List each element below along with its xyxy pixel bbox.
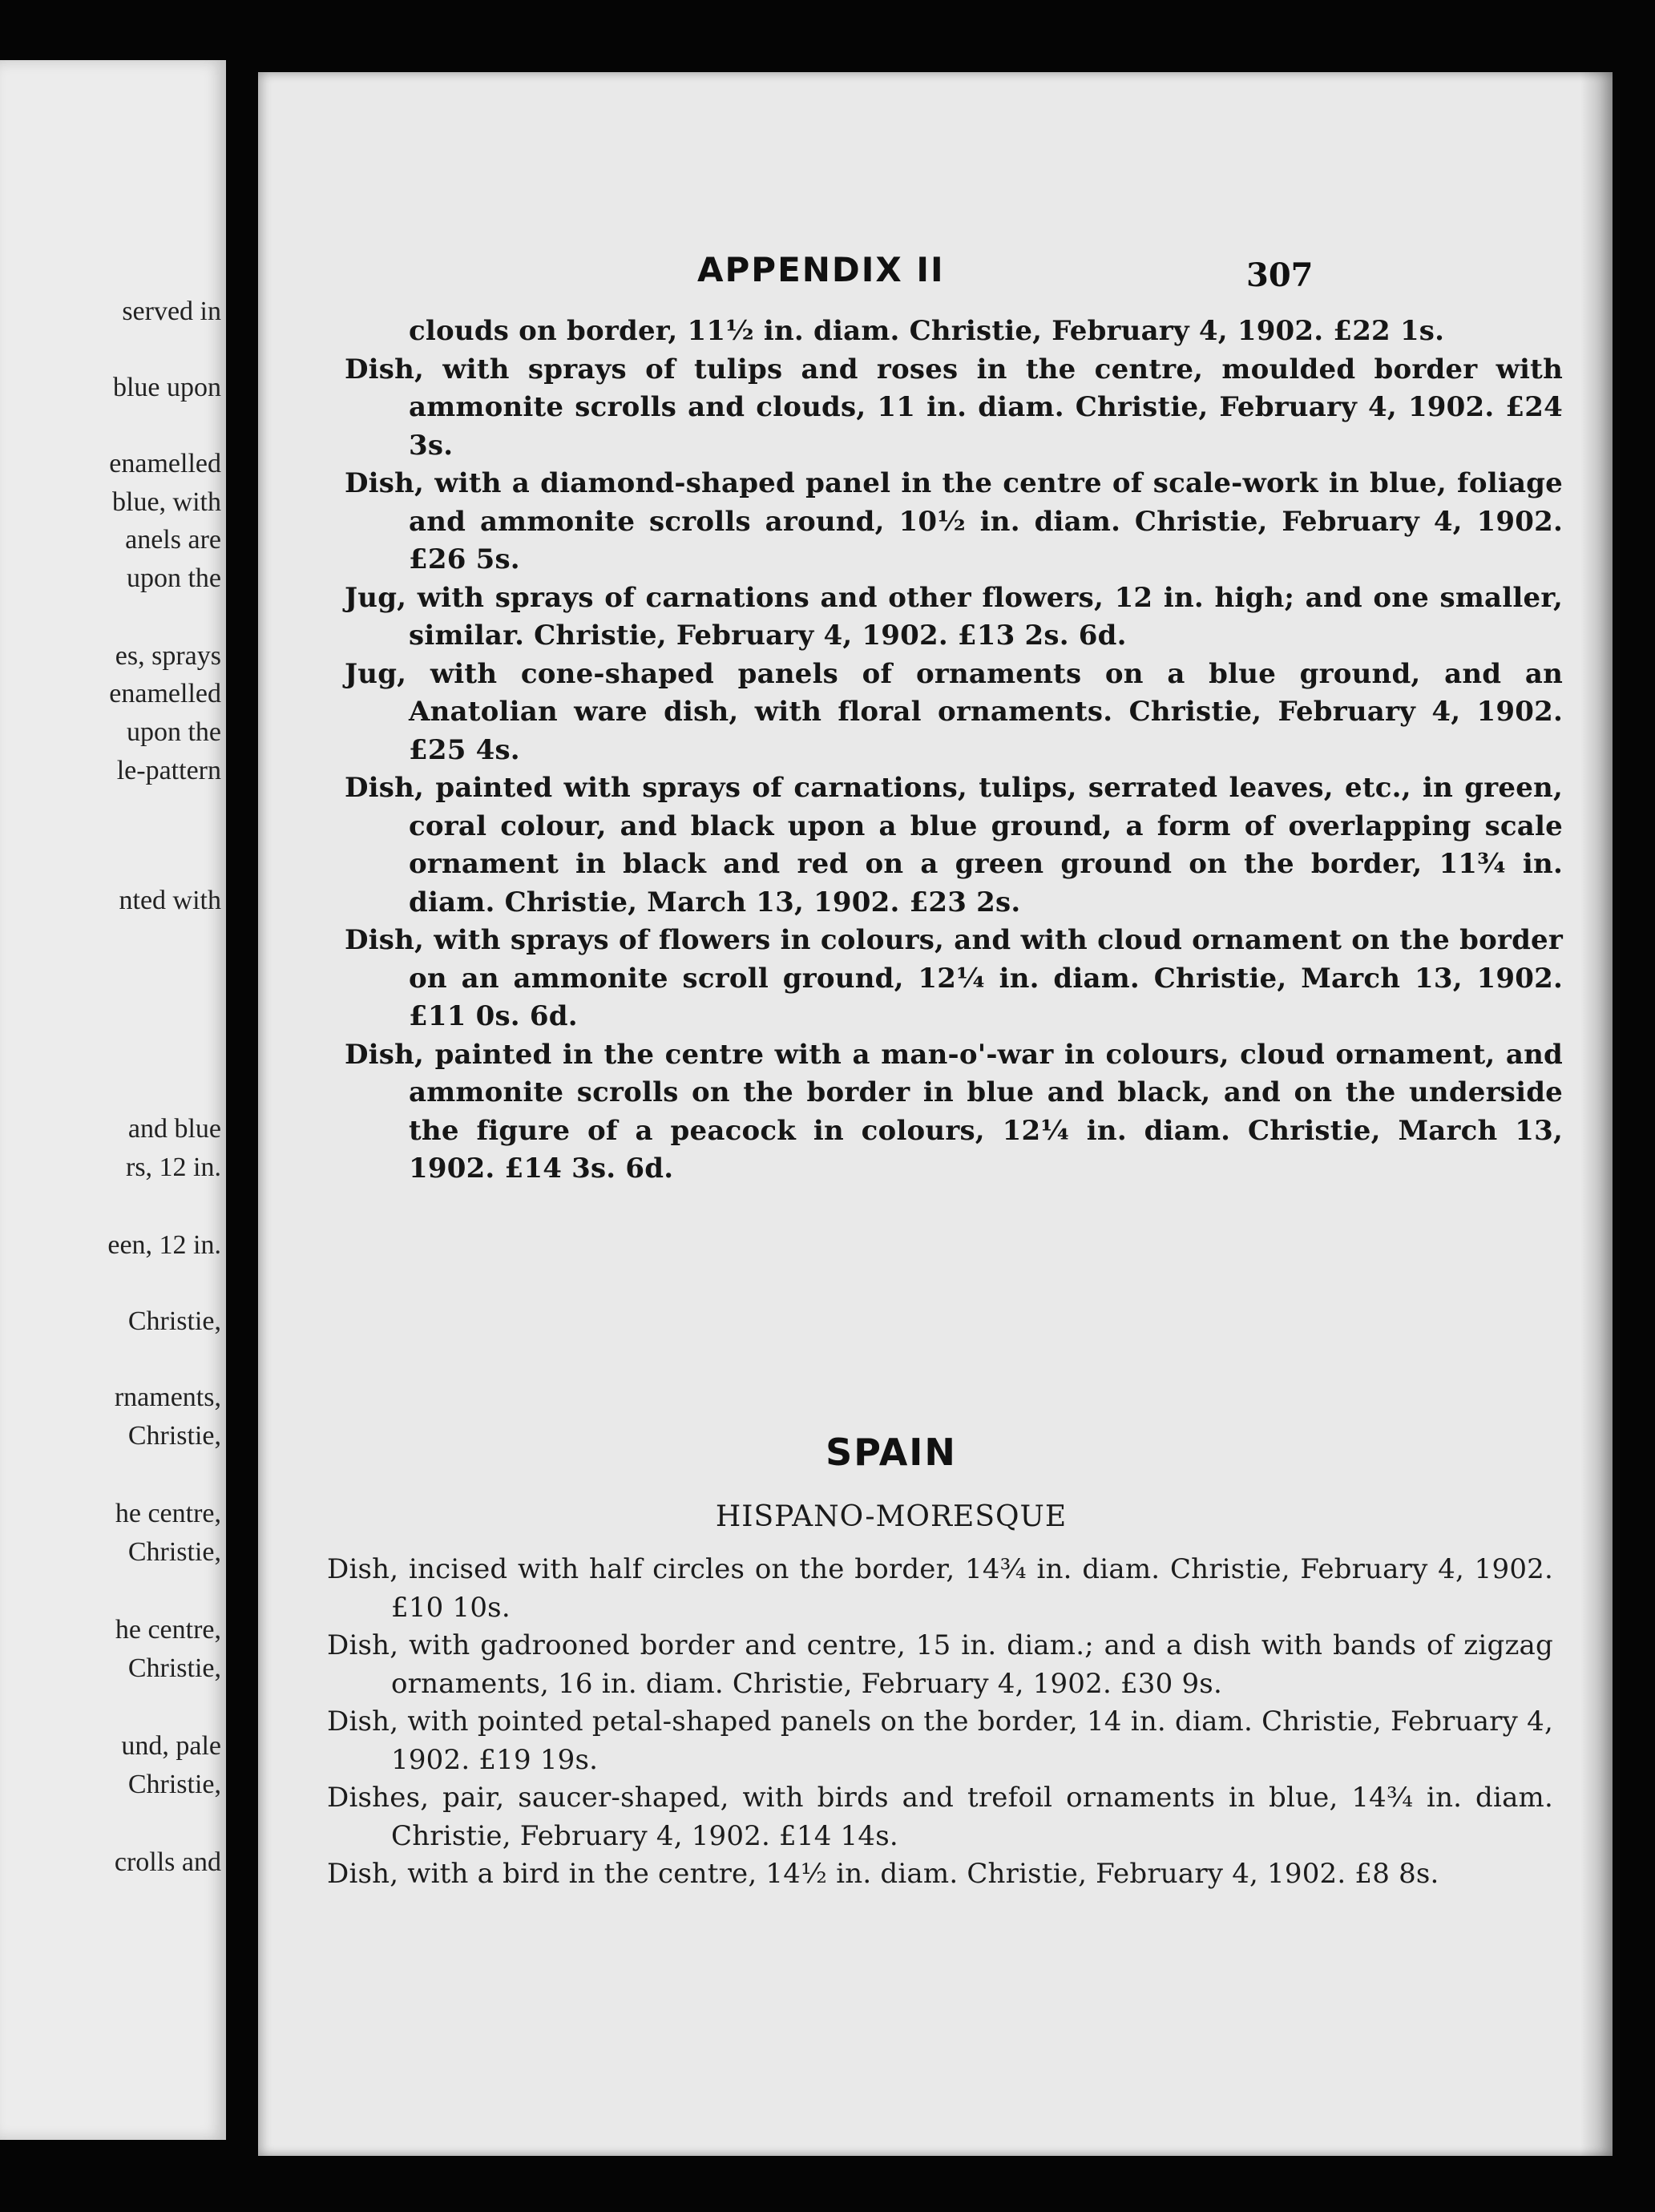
catalog-entry: Dish, with a bird in the centre, 14½ in. diam. Christie, February 4, 1902. £8 8s.	[327, 1858, 1439, 1890]
page-header	[258, 250, 1613, 298]
left-page-line: he centre,	[115, 1615, 221, 1645]
page-edge-shadow	[1580, 72, 1613, 2156]
section-heading-text: SPAIN	[825, 1431, 957, 1474]
left-page-line: es, sprays	[115, 641, 221, 671]
left-page-line: blue, with	[112, 487, 221, 517]
left-page-line: enamelled	[109, 449, 221, 478]
catalog-entry: Jug, with cone-shaped panels of ornaments on a blue ground, and an Anatolian ware dish, with floral ornaments. Christie, February 4, 1902. £25 4s.	[345, 657, 1563, 766]
catalog-entry: Dish, with pointed petal-shaped panels on the border, 14 in. diam. Christie, February 4, 1902. £19 19s.	[327, 1705, 1553, 1776]
subsection-heading-text: HISPANO-MORESQUE	[715, 1500, 1068, 1533]
left-page-line: Christie,	[127, 1306, 221, 1336]
left-page-line: een, 12 in.	[107, 1230, 221, 1260]
left-page-line: and blue	[127, 1114, 221, 1144]
section-heading	[258, 1431, 1613, 1474]
left-page-line: rs, 12 in.	[126, 1152, 221, 1182]
left-page-line: crolls and	[114, 1847, 221, 1877]
left-page-line: Christie,	[127, 1537, 221, 1567]
catalog-entry: Dish, incised with half circles on the border, 14¾ in. diam. Christie, February 4, 1902. £10 10s.	[327, 1553, 1553, 1624]
left-page-line: he centre,	[115, 1499, 221, 1528]
turkey-entries-list	[345, 313, 1563, 1189]
catalog-entry: clouds on border, 11½ in. diam. Christie, February 4, 1902. £22 1s.	[409, 315, 1445, 347]
catalog-entry: Dish, with sprays of flowers in colours, and with cloud ornament on the border on an ammonite scroll ground, 12¼ in. diam. Christie, March 13, 1902. £11 0s. 6d.	[345, 924, 1563, 1032]
catalog-entry: Dish, with a diamond-shaped panel in the centre of scale-work in blue, foliage and ammonite scrolls around, 10½ in. diam. Christie, February 4, 1902. £26 5s.	[345, 467, 1563, 575]
left-page-line: upon the	[126, 563, 221, 593]
catalog-entry: Dish, painted with sprays of carnations, tulips, serrated leaves, etc., in green, coral colour, and black upon a blue ground, a form of overlapping scale ornament in black and red on a green ground on the border, 11¾ in. diam. Christie, March 13, 1902. £23 2s.	[345, 772, 1563, 918]
left-page-line: Christie,	[127, 1653, 221, 1683]
left-page-line: anels are	[125, 525, 221, 555]
left-page-line: served in	[122, 297, 221, 326]
left-page-line: le-pattern	[116, 756, 221, 785]
catalog-entry: Dishes, pair, saucer-shaped, with birds and trefoil ornaments in blue, 14¾ in. diam. Christie, February 4, 1902. £14 14s.	[327, 1782, 1553, 1852]
left-page-line: rnaments,	[114, 1382, 221, 1412]
running-title: APPENDIX II	[697, 250, 945, 289]
left-page-line: Christie,	[127, 1421, 221, 1451]
left-page-line: Christie,	[127, 1770, 221, 1799]
left-page-line: blue upon	[112, 373, 221, 402]
right-page	[258, 72, 1613, 2156]
left-page	[0, 60, 226, 2140]
left-page-line: enamelled	[109, 679, 221, 708]
spain-entries-list	[327, 1551, 1553, 1894]
page-number: 307	[1246, 256, 1314, 294]
left-page-line: und, pale	[121, 1731, 221, 1761]
left-page-line: upon the	[126, 717, 221, 747]
catalog-entry: Dish, with sprays of tulips and roses in the centre, moulded border with ammonite scrolls and clouds, 11 in. diam. Christie, February 4, 1902. £24 3s.	[345, 353, 1563, 462]
subsection-heading	[258, 1500, 1613, 1533]
catalog-entry: Dish, with gadrooned border and centre, 15 in. diam.; and a dish with bands of zigzag ornaments, 16 in. diam. Christie, February 4, 1902. £30 9s.	[327, 1629, 1553, 1700]
catalog-entry: Dish, painted in the centre with a man-o'-war in colours, cloud ornament, and ammonite scrolls on the border in blue and black, and on the underside the figure of a peacock in colours, 12¼ in. diam. Christie, March 13, 1902. £14 3s. 6d.	[345, 1038, 1563, 1185]
left-page-line: nted with	[119, 886, 221, 915]
catalog-entry: Jug, with sprays of carnations and other flowers, 12 in. high; and one smaller, similar. Christie, February 4, 1902. £13 2s. 6d.	[345, 581, 1563, 652]
